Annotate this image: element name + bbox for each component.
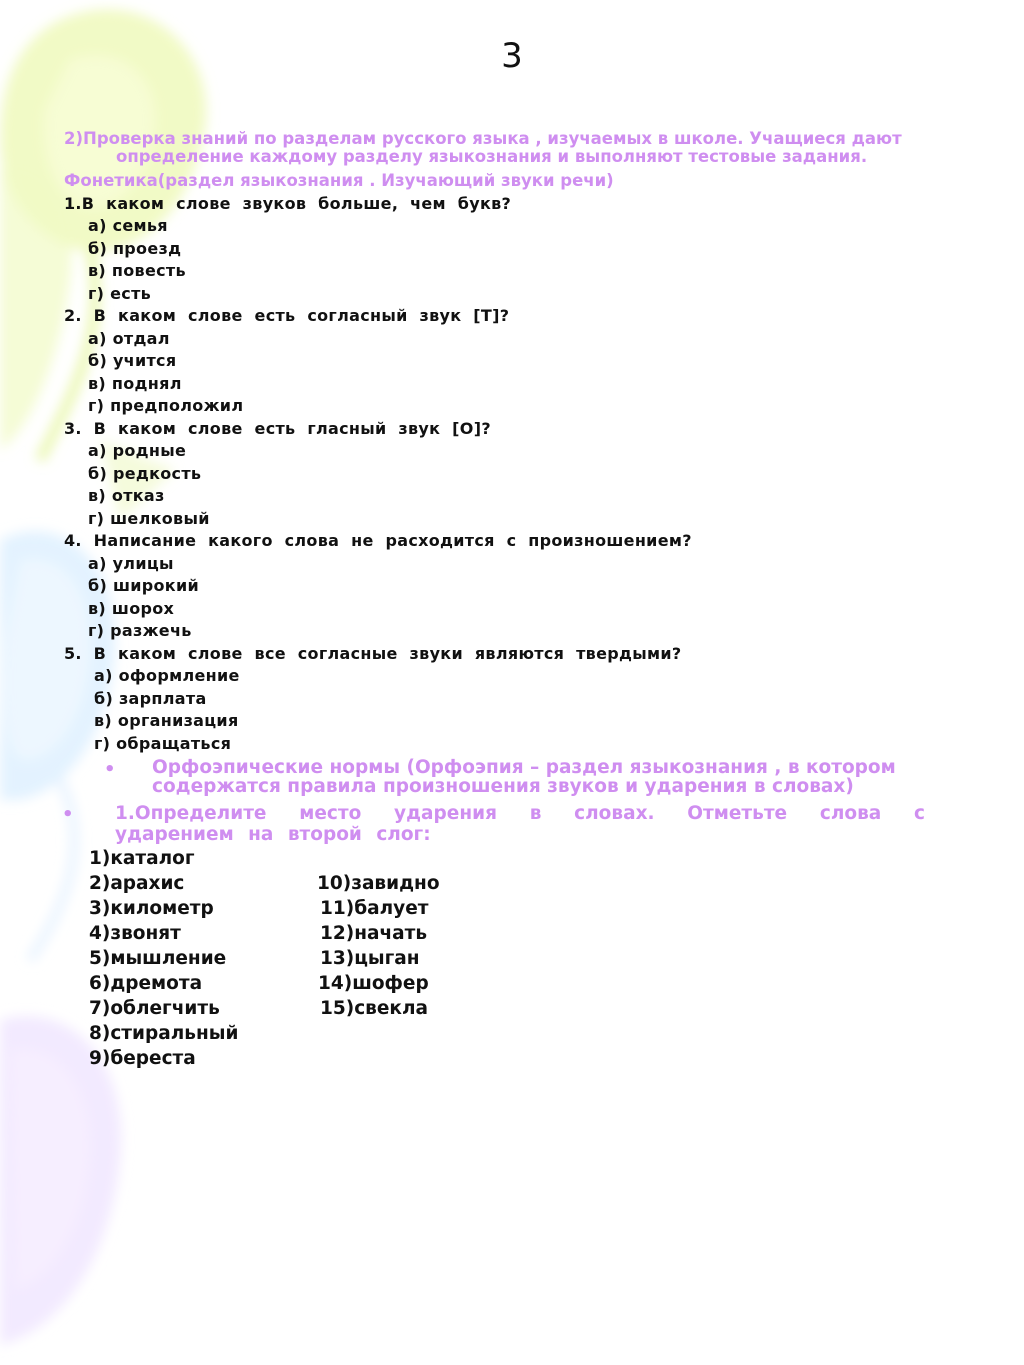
question-5: 5. В каком слове все согласные звуки являются твердыми? (64, 644, 682, 663)
question-2-option-a: а) отдал (88, 329, 170, 348)
word-item: 9)береста (89, 1048, 196, 1069)
intro-line-2: определение каждому разделу языкознания и выполняют тестовые задания. (116, 147, 868, 166)
word-item: 4)звонят (89, 923, 181, 944)
word-item: 6)дремота (89, 973, 203, 994)
word-item: 14)шофер (318, 973, 429, 994)
question-3-option-d: г) шелковый (88, 509, 210, 528)
word-item: 3)километр (89, 898, 214, 919)
question-1-option-d: г) есть (88, 284, 152, 303)
word-item: 1)каталог (89, 848, 195, 869)
question-1-option-a: а) семья (88, 216, 168, 235)
question-4-option-b: б) широкий (88, 576, 199, 595)
word-item: 7)облегчить (89, 998, 220, 1019)
question-2-option-d: г) предположил (88, 396, 244, 415)
question-1-option-b: б) проезд (88, 239, 182, 258)
question-5-option-a: а) оформление (94, 666, 240, 685)
question-3-option-c: в) отказ (88, 486, 165, 505)
question-4: 4. Написание какого слова не расходится с произношением? (64, 531, 692, 550)
word-item: 2)арахис (89, 873, 185, 894)
question-5-option-d: г) обращаться (94, 734, 232, 753)
question-3-option-b: б) редкость (88, 464, 202, 483)
question-5-option-b: б) зарплата (94, 689, 207, 708)
question-2-option-c: в) поднял (88, 374, 182, 393)
bullet-task: • (62, 804, 74, 825)
question-5-option-c: в) организация (94, 711, 239, 730)
question-3-option-a: а) родные (88, 441, 187, 460)
question-4-option-a: а) улицы (88, 554, 174, 573)
question-2-option-b: б) учится (88, 351, 177, 370)
intro-line-1: 2)Проверка знаний по разделам русского языка , изучаемых в школе. Учащиеся дают (64, 129, 902, 148)
word-item: 13)цыган (320, 948, 420, 969)
question-1: 1.В каком слове звуков больше, чем букв? (64, 194, 512, 213)
question-4-option-c: в) шорох (88, 599, 175, 618)
word-item: 15)свекла (320, 998, 429, 1019)
orthoepy-heading: Орфоэпические нормы (Орфоэпия – раздел языкознания , в котором содержатся правила произношения звуков и ударения в словах) (152, 757, 896, 797)
section-phonetics-heading: Фонетика(раздел языкознания . Изучающий звуки речи) (64, 171, 614, 190)
task-instruction: 1.Определите место ударения в словах. Отметьте слова с ударением на второй слог: (115, 803, 925, 845)
word-item: 5)мышление (89, 948, 227, 969)
intro-paragraph (64, 130, 944, 166)
bullet-orthoepy: • (104, 759, 116, 780)
question-4-option-d: г) разжечь (88, 621, 192, 640)
question-2: 2. В каком слове есть согласный звук [Т]? (64, 306, 510, 325)
word-item: 10)завидно (317, 873, 440, 894)
word-item: 8)стиральный (89, 1023, 239, 1044)
question-3: 3. В каком слове есть гласный звук [О]? (64, 419, 491, 438)
word-item: 12)начать (320, 923, 428, 944)
word-item: 11)балует (320, 898, 429, 919)
page-number: 3 (501, 36, 523, 76)
question-1-option-c: в) повесть (88, 261, 186, 280)
